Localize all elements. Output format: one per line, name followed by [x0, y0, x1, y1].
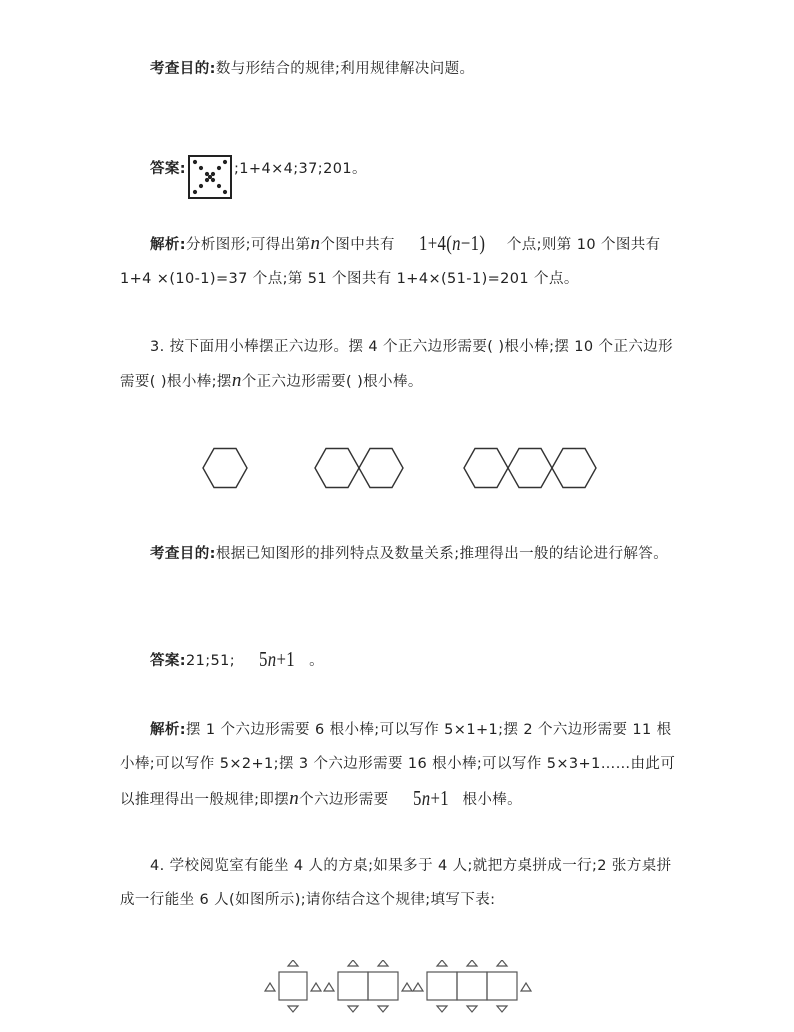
- q4-question: [120, 849, 680, 917]
- formula-part-a: 5: [412, 786, 422, 810]
- x-dot-figure: [188, 155, 232, 199]
- table-3a: [427, 972, 457, 1000]
- table-2a: [338, 972, 368, 1000]
- analysis-text-2: 个六边形需要: [299, 792, 389, 808]
- formula-var: n: [452, 231, 461, 255]
- q3-text-2: 个正六边形需要( )根小棒。: [241, 374, 423, 390]
- hexagon-3a: [464, 449, 508, 488]
- p5-answer: [120, 642, 680, 678]
- hexagon-3c: [552, 449, 596, 488]
- analysis-text-3: 个点;则第 10 个图共有 1+4 ×(10-1)=37 个点;第 51 个图共有 1+4×(51-1)=201 个点。: [120, 237, 661, 287]
- analysis-label: 解析:: [150, 722, 186, 738]
- hexagon-1: [203, 449, 247, 488]
- answer-text: 21;51;: [186, 653, 236, 669]
- formula-var: n: [267, 647, 277, 671]
- p6-analysis: [120, 713, 680, 817]
- p1-objective: [120, 52, 680, 86]
- hexagon-3b: [508, 449, 552, 488]
- objective-label: 考查目的:: [150, 546, 216, 562]
- variable-n: n: [310, 233, 321, 254]
- formula-part-b: +1: [429, 786, 449, 810]
- table-3c: [487, 972, 517, 1000]
- analysis-text-1: 摆 1 个六边形需要 6 根小棒;可以写作 5×1+1;摆 2 个六边形需要 11 根小棒;可以写作 5×2+1;摆 3 个六边形需要 16 根小棒;可以写作 5×3+1……由此可以推理得出一般规律;即摆: [120, 722, 676, 808]
- q3-text-1: 3. 按下面用小棒摆正六边形。摆 4 个正六边形需要( )根小棒;摆 10 个正六边形需要( )根小棒;摆: [120, 339, 674, 390]
- table-3b: [457, 972, 487, 1000]
- objective-text: 数与形结合的规律;利用规律解决问题。: [215, 61, 475, 77]
- hexagon-2a: [315, 449, 359, 488]
- table-1: [279, 972, 307, 1000]
- formula-part-b: +1: [276, 647, 296, 671]
- analysis-label: 解析:: [150, 237, 186, 253]
- p3-analysis: [120, 226, 680, 296]
- q4-text: 4. 学校阅览室有能坐 4 人的方桌;如果多于 4 人;就把方桌拼成一行;2 张方桌拼成一行能坐 6 人(如图所示);请你结合这个规律;填写下表:: [120, 858, 672, 908]
- formula-5n-plus-1: [389, 781, 449, 815]
- answer-end: 。: [309, 653, 324, 669]
- formula-part-a: 5: [259, 647, 268, 671]
- answer-label: 答案:: [150, 161, 186, 177]
- tables-seating-figure: [0, 960, 794, 1032]
- formula-5n-plus-1: [235, 642, 295, 676]
- formula-part-a: 1+4(: [418, 231, 453, 255]
- analysis-text-1: 分析图形;可得出第: [186, 237, 311, 253]
- table-2b: [368, 972, 398, 1000]
- variable-n: n: [231, 370, 242, 391]
- variable-n: n: [289, 788, 300, 809]
- objective-label: 考查目的:: [150, 61, 216, 77]
- hexagon-2b: [359, 449, 403, 488]
- answer-label: 答案:: [150, 653, 186, 669]
- q3-question: [120, 330, 680, 399]
- p4-objective: [120, 537, 680, 571]
- formula-part-b: −1): [460, 231, 486, 255]
- analysis-text-3: 根小棒。: [462, 792, 523, 808]
- analysis-text-2: 个图中共有: [320, 237, 395, 253]
- p2-answer: [120, 152, 680, 199]
- answer-text: ;1+4×4;37;201。: [234, 161, 367, 177]
- formula-1-plus-4n-minus-1: [395, 226, 485, 260]
- hexagon-figure: [0, 428, 794, 508]
- formula-var: n: [421, 786, 430, 810]
- objective-text: 根据已知图形的排列特点及数量关系;推理得出一般的结论进行解答。: [215, 546, 669, 562]
